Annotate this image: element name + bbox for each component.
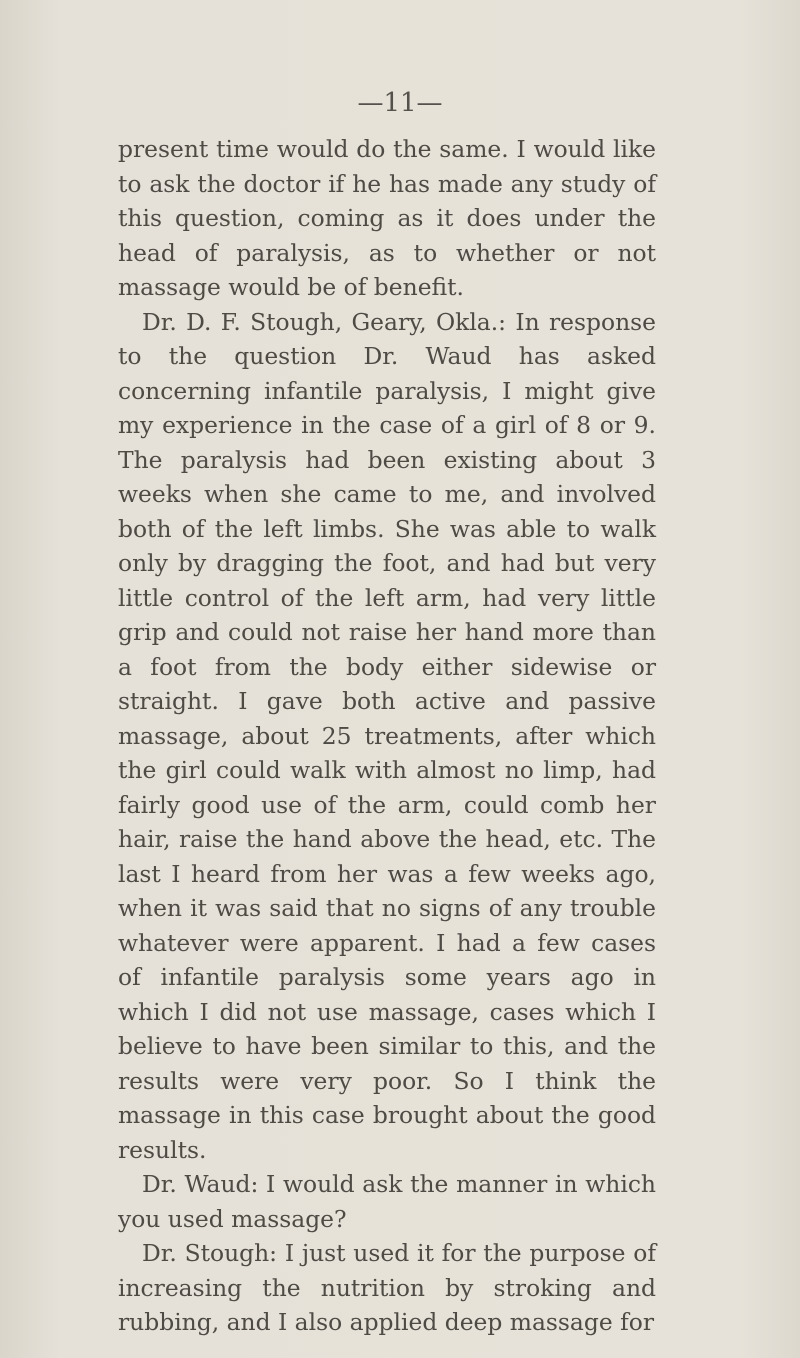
- body-text: [118, 132, 656, 1340]
- paragraph-3: Dr. Waud: I would ask the manner in which you used massage?: [118, 1170, 656, 1233]
- paragraph-4: Dr. Stough: I just used it for the purpose of increasing the nutrition by stroking and rubbing, and I also applied deep massage for: [118, 1239, 656, 1336]
- paragraph-1: present time would do the same. I would like to ask the doctor if he has made any study of this question, coming as it does under the head of paralysis, as to whether or not massage would be of benefit.: [118, 135, 656, 301]
- paragraph-2: Dr. D. F. Stough, Geary, Okla.: In response to the question Dr. Waud has asked concerning infantile paralysis, I might give my experience in the case of a girl of 8 or 9. The paralysis had been existing about 3 weeks when she came to me, and involved both of the left limbs. She was able to walk only by dragging the foot, and had but very little control of the left arm, had very little grip and could not raise her hand more than a foot from the body either sidewise or straight. I gave both active and passive massage, about 25 treatments, after which the girl could walk with almost no limp, had fairly good use of the arm, could comb her hair, raise the hand above the head, etc. The last I heard from her was a few weeks ago, when it was said that no signs of any trouble whatever were apparent. I had a few cases of infantile paralysis some years ago in which I did not use massage, cases which I believe to have been similar to this, and the results were very poor. So I think the massage in this case brought about the good results.: [118, 307, 656, 1164]
- page-number: —11—: [357, 88, 443, 118]
